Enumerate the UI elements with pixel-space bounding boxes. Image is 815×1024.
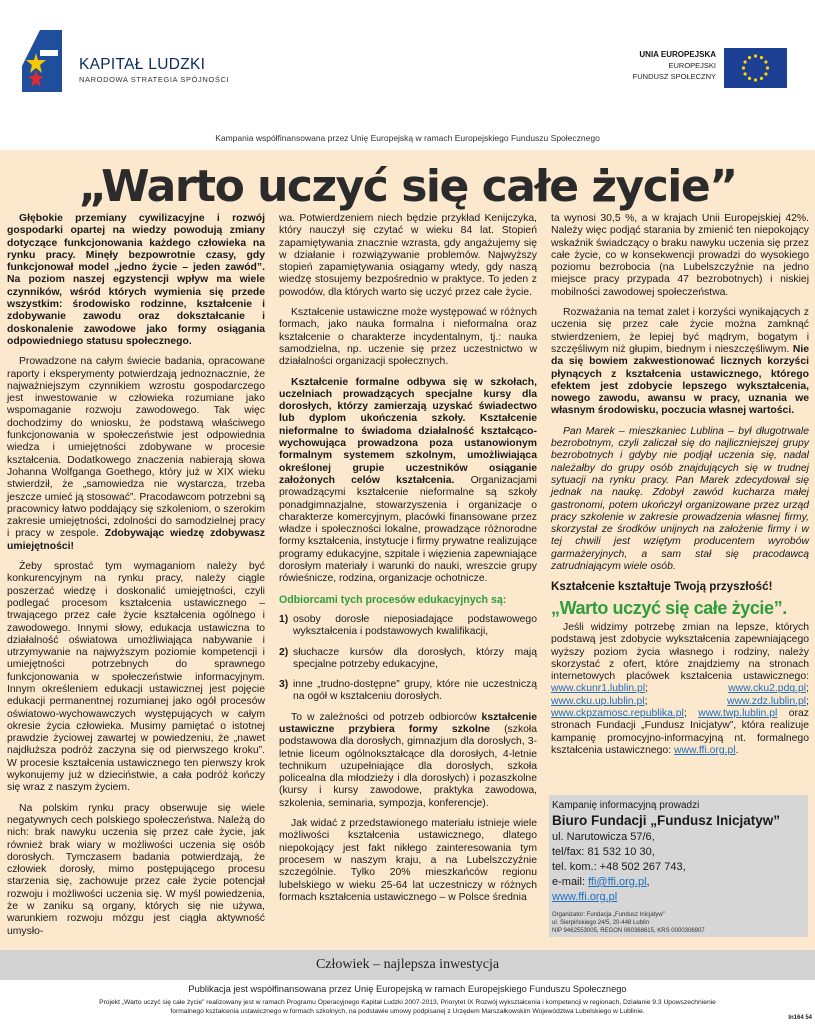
brand-title: KAPITAŁ LUDZKI — [79, 56, 206, 73]
link-ffi[interactable]: www.ffi.org.pl — [674, 744, 736, 756]
page-header — [0, 0, 815, 150]
organizer-info: Organizator: Fundacja „Fundusz Inicjatyw” ul. Sierpińskiego 24/5, 20-448 Lublin NIP 9462553005, REGON 060368615, KRS 0000306907 — [552, 912, 705, 934]
eu-label — [614, 49, 716, 82]
eu-flag-icon — [724, 48, 787, 88]
emphasis: Nie da się bowiem zakwestionować licznych korzyści płynących z kształcenia ustawicznego, którego efektem jest zdobycie lepszego wykształcenia, nowego zawodu, awansu w pracy, uznania we własnym środowisku, poczucia własnej wartości. — [551, 343, 809, 417]
closing-title: „Warto uczyć się całe życie”. — [551, 597, 787, 618]
column-2 — [279, 213, 537, 912]
contact-box — [549, 795, 808, 937]
contact-telfax: tel/fax: 81 532 10 30, — [552, 846, 655, 858]
paragraph: Kształcenie ustawiczne może występować w różnych formach, jako nauka formalna i nieformalna oraz kształcenie o charakterze incydentalnym, tj.: nauka samodzielna, np. uczenie się przez uczestnictwo w działalności organizacji społecznych. — [279, 307, 537, 368]
web-link[interactable]: www.ffi.org.pl — [552, 891, 618, 903]
list-item: 2) słuchacze kursów dla dorosłych, którzy mają specjalne potrzeby edukacyjne, — [279, 646, 537, 670]
list-item: 3) inne „trudno-dostępne” grupy, które nie uczestniczą na ogół w kształceniu dorosłych. — [279, 679, 537, 703]
recipients-heading: Odbiorcami tych procesów edukacyjnych są: — [279, 593, 507, 606]
contact-web-row — [552, 890, 803, 905]
footer-slogan: Człowiek – najlepsza inwestycja — [315, 957, 500, 972]
paragraph: To w zależności od potrzeb odbiorców kształcenie ustawiczne przybiera formy szkolne (szkoła podstawowa dla dorosłych, gimnazjum dla dorosłych, 3-letnie liceum ogólnokształcące dla dorosłych, 4-letnie technikum uzupełniające dla dorosłych, szkoła policealna dla młodzieży i dla dorosłych) i pozaszkolne (kursy i kursy zawodowe, praktyka zawodowa, szkolenia, seminaria, sympozja, konferencje). — [279, 711, 538, 809]
contact-name: Biuro Fundacji „Fundusz Inicjatyw” — [552, 813, 781, 828]
eu-line-2: EUROPEJSKI — [668, 61, 716, 70]
contact-street: ul. Narutowicza 57/6, — [552, 831, 655, 843]
paragraph: Żeby sprostać tym wymaganiom należy być konkurencyjnym na rynku pracy, należy ciągle poszerzać wiedzę i doskonalić umiejętności, czyli podlegać procesom kształcenia ustawicznego – trwającego przez całe życie kształcenia ogólnego i zawodowego. Innymi słowy, edukacja ustawiczna to działalność oświatowa umożliwiająca nabywanie i utrzymywanie na najwyższym poziomie kompetencji i umiejętności potrzebnych do sprawnego funkcjonowania w społeczeństwie informacyjnym. Innym określeniem edukacji ustawicznej jest pojęcie edukacji permanentnej rozumianej jako ogół procesów oświatowo-wychowawczych występujących w całym okresie życia człowieka. Musimy pamiętać o istotnej prawdzie życiowej zawartej w powiedzeniu, że „nawet najdłuższa podróż zaczyna się od pierwszego kroku”. W procesie kształcenia ustawicznego ten pierwszy krok wykonujemy już w dzieciństwie, a cała podróż kończy się wraz z naszym życiem. — [7, 561, 265, 794]
eu-line-3: FUNDUSZ SPOŁECZNY — [632, 72, 716, 81]
link-cku2[interactable]: www.cku2.pdg.pl — [728, 683, 807, 695]
contact-email-row: e-mail: ffi@ffi.org.pl, — [552, 876, 650, 888]
link-ckunr1[interactable]: www.ckunr1.lublin.pl — [551, 683, 646, 695]
column-1 — [7, 213, 265, 946]
paragraph: Kształcenie formalne odbywa się w szkołach, uczelniach prowadzących specjalne kursy dla dorosłych, którzy zamierzają uzyskać świadectwo lub dyplom ukończenia szkoły. Kształcenie nieformalne to świadoma działalność kształcąco-wychowująca prowadzona poza ustanowionym formalnym systemem szkolnym, umożliwiająca określonej grupie uczestników osiąganie założonych celów kształcenia. Organizacjami prowadzącymi kształcenie nieformalne są szkoły ponadgimnazjalne, stowarzyszenia i organizacje o charakterze komercyjnym, placówki finansowane przez władze i społeczności lokalne, prowadzące różnorodne formy kształcenia, instytucje i firmy prywatne realizujące programy edukacyjne, szpitale i więzienia zapewniające dorosłym materiały i warunki do nauki, wreszcie grupy rówieśnicze, rodzina, organizacje ochotnicze. — [279, 376, 537, 585]
emphasis: Zdobywając wiedzę zdobywasz umiejętności! — [7, 528, 265, 552]
brand-subtitle: NARODOWA STRATEGIA SPÓJNOŚCI — [79, 75, 230, 84]
print-code: In164 54 — [788, 1015, 812, 1021]
paragraph: Prowadzone na całym świecie badania, opracowane raporty i eksperymenty potwierdzają jednoznacznie, że najważniejszym czynnikiem wzrostu gospodarczego jest inwestowanie w człowieka rozumiane jako wspomaganie rozwoju zawodowego. Tak więc dochodzimy do wniosku, że podstawą właściwego funkcjonowania w społeczeństwie jest odpowiednia wiedza i umiejętności zdobywane w procesie kształcenia. Dodatkowego znaczenia nabierają słowa Johanna Wolfganga Goethego, który już w XIX wieku stwierdził, że „samowiedza nie wystarcza, trzeba jeszcze umieć ją stosować”. Pracodawcom potrzebni są pracownicy łatwo poddający się szkoleniom, o szerokim zakresie umiejętności, zdolności do samodzielnej pracy i pracy w zespole. Zdobywając wiedzę zdobywasz umiejętności! — [7, 356, 265, 552]
emphasis: Kształcenie formalne odbywa się w szkołach, uczelniach prowadzących specjalne kursy dla dorosłych, którzy zamierzają uzyskać świadectwo lub dyplom ukończenia szkoły. Kształcenie nieformalne to świadoma działalność kształcąco-wychowująca prowadzona poza ustanowionym formalnym systemem szkolnym, umożliwiająca określonej grupie uczestników osiąganie założonych celów kształcenia. — [279, 376, 537, 486]
story-paragraph: Pan Marek – mieszkaniec Lublina – był długotrwale bezrobotnym, czyli zaliczał się do najliczniejszej grupy bezrobotnych i gdyby nie podjął uczenia się, nadal należałby do grupy osób znajdujących się w trudnej sytuacji na rynku pracy. Pan Marek zdecydował się jednak na naukę. Zdobył zawód kucharza małej gastronomi, potem ukończył organizowane przez urząd pracy szkolenie w zakresie prowadzenia własnej firmy, skorzystał ze środków unijnych na założenie firmy i w tej chwili jest wziętym producentem wyrobów garmażeryjnych, a sam stał się pracodawcą zatrudniającym wiele osób. — [551, 425, 809, 573]
paragraph: ta wynosi 30,5 %, a w krajach Unii Europejskiej 42%. Należy więc podjąć starania by zmienić ten niepokojący wskaźnik świadczący o braku nawyku uczenia się przez całe życie, co w konsekwencji prowadzi do wysokiego poziomu bezrobocia (na Lubelszczyźnie na jedno miejsce pracy przypada 47 bezrobotnych) i niskiej mobilności zawodowej społeczeństwa. — [551, 213, 809, 298]
paragraph: Jak widać z przedstawionego materiału istnieje wiele możliwości kształcenia ustawicznego, dlatego niepokojący jest fakt nikłego zainteresowania tym procesem w naszym kraju, a na Lubelszczyźnie szczególnie. Tylko 20% mieszkańców regionu lubelskiego w wieku 25-64 lat uczestniczy w różnych formach kształcenia ustawicznego – w Polsce średnia — [279, 818, 537, 903]
paragraph: Jeśli widzimy potrzebę zmian na lepsze, których podstawą jest zdobycie wykształcenia zapewniającego wyższy poziom życia własnego i rodziny, należy skorzystać z ofert, które znajdziemy na stronach internetowych placówek kształcenia ustawicznego: www.ckunr1.lublin.pl; www.cku2.pdg.pl; www.cku.up.lublin.pl; www.zdz.lublin.pl; www.ckpzamosc.republika.pl; www.twp.lublin.pl oraz stronach Fundacji „Fundusz Inicjatyw”, która realizuje kampanię promocyjno-informacyjną nt. formalnego kształcenia ustawicznego: www.ffi.org.pl. — [551, 621, 809, 756]
column-3 — [551, 213, 809, 765]
footer-band — [0, 950, 815, 980]
lead-paragraph: Głębokie przemiany cywilizacyjne i rozwój gospodarki opartej na wiedzy powodują zmiany dotyczące funkcjonowania każdego człowieka na rynku pracy. Minęły bezpowrotnie czasy, gdy funkcjonował model „jedno życie – jeden zawód”. Na poziom naszej egzystencji wpływ ma wiele czynników, wśród których wymienia się przede wszystkim: środowisko rodzinne, kształcenie i zdobywanie zawodu oraz dokształcanie i doskonalenie zawodowe jako formy osiągania odpowiedniego statusu społecznego. — [7, 213, 265, 347]
headline: „Warto uczyć się całe życie” — [78, 161, 737, 212]
motto: Kształcenie kształtuje Twoją przyszłość! — [551, 580, 773, 594]
link-ckpzamosc[interactable]: www.ckpzamosc.republika.pl — [551, 707, 684, 719]
email-link[interactable]: ffi@ffi.org.pl — [588, 876, 647, 888]
paragraph: wa. Potwierdzeniem niech będzie przykład Kenijczyka, który nauczył się czytać w wieku 84 lat. Stopień zapamiętywania znacznie wzrasta, gdy angażujemy się w działanie i rozwiązywanie problemów. Najwyższy stopień zapamiętywania osiągamy wtedy, gdy naszą wiedzę stosujemy bezpośrednio w praktyce. To jeden z powodów, dla których warto się uczyć przez całe życie. — [279, 213, 537, 298]
kapital-ludzki-logo — [22, 30, 62, 92]
link-zdz[interactable]: www.zdz.lublin.pl — [726, 695, 807, 707]
paragraph: Na polskim rynku pracy obserwuje się wiele negatywnych cech polskiego społeczeństwa. Należą do nich: brak nawyku uczenia się przez całe życie, jak również brak wiary w możliwości uczenia się osób dorosłych. Tymczasem badania potwierdzają, że człowiek dorosły, mimo postępującego procesu starzenia się, zachowuje przez całe życie potencjał rozwoju i możliwości uczenia się. W myśl powiedzenia, że w zaniku są organy, których się nie używa, warunkiem rozwoju mózgu jest ciągła aktywność umysło- — [7, 802, 265, 937]
footer-project-note: Projekt „Warto uczyć się całe życie” realizowany jest w ramach Programu Operacyjnego Kapitał Ludzki 2007-2013, Priorytet IX Rozwój wykształcenia i kompetencji w regionach, Działanie 9.3 Upowszechnienie formalnego kształcenia ustawicznego w formach szkolnych, na podstawie umowy podpisanej z Urzędem Marszałkowskim Województwa Lubelskiego w Lublinie. — [99, 999, 716, 1015]
link-cku-up[interactable]: www.cku.up.lublin.pl — [551, 695, 645, 707]
campaign-note: Kampania współfinansowana przez Unię Europejską w ramach Europejskiego Funduszu Społecznego — [215, 133, 600, 143]
footer-cofinance-note: Publikacja jest współfinansowana przez Unię Europejską w ramach Europejskiego Funduszu Społecznego — [188, 984, 627, 994]
list-item: 1) osoby dorosłe nieposiadające podstawowego wykształcenia i podstawowych kwalifikacji, — [279, 613, 537, 638]
eu-line-1: UNIA EUROPEJSKA — [639, 50, 716, 59]
paragraph: Rozważania na temat zalet i korzyści wynikających z uczenia się przez całe życie można zamknąć stwierdzeniem, że lepiej być mądrym, bogatym i szczęśliwym niż głupim, biednym i nieszczęśliwym. Nie da się bowiem zakwestionować licznych korzyści płynących z kształcenia ustawicznego, którego efektem jest zdobycie lepszego wykształcenia, nowego zawodu, awansu w pracy, uznania we własnym środowisku, poczucia własnej wartości. — [551, 307, 809, 417]
link-twp[interactable]: www.twp.lublin.pl — [698, 707, 778, 719]
contact-phone: tel. kom.: +48 502 267 743, — [552, 861, 686, 873]
contact-intro: Kampanię informacyjną prowadzi — [552, 800, 700, 811]
